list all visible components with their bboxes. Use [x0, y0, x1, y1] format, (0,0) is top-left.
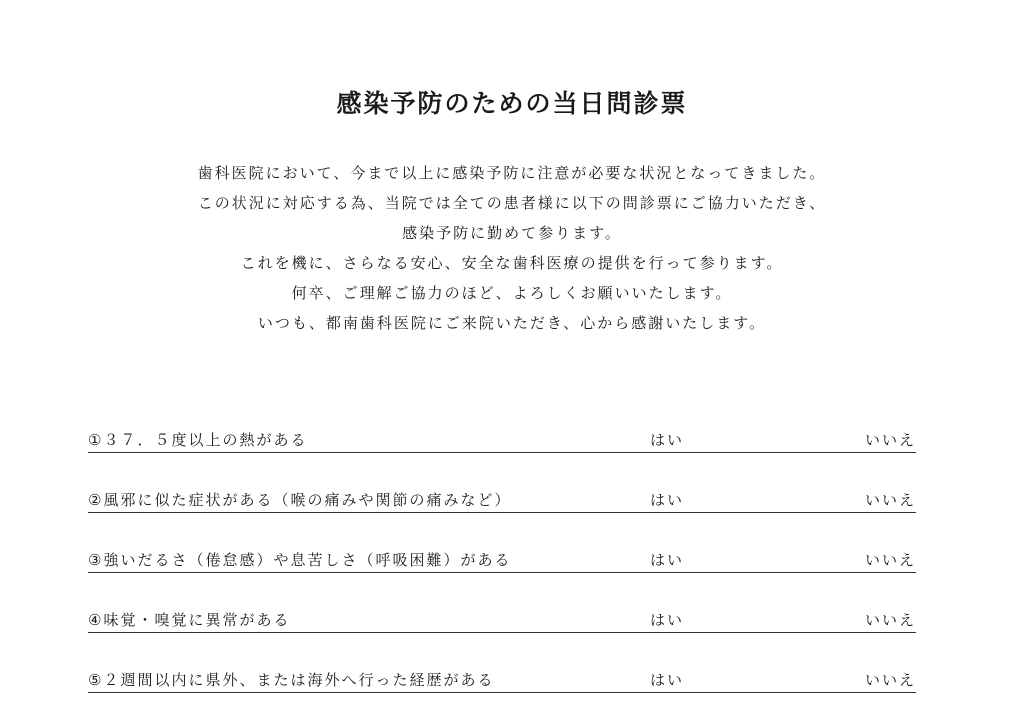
intro-line: 歯科医院において、今まで以上に感染予防に注意が必要な状況となってきました。: [197, 164, 827, 182]
question-row-4: [88, 606, 916, 633]
question-row-5: [88, 666, 916, 693]
intro-paragraph: [0, 158, 1024, 338]
no-option[interactable]: いいえ: [864, 491, 916, 509]
intro-line: 何卒、ご理解ご協力のほど、よろしくお願いいたします。: [291, 284, 733, 302]
yes-option[interactable]: はい: [650, 671, 685, 689]
yes-option[interactable]: はい: [650, 551, 685, 569]
intro-line: いつも、都南歯科医院にご来院いただき、心から感謝いたします。: [257, 314, 767, 332]
no-option[interactable]: いいえ: [864, 611, 916, 629]
question-text: ⑤２週間以内に県外、または海外へ行った経歴がある: [88, 671, 495, 689]
no-option[interactable]: いいえ: [864, 551, 916, 569]
yes-option[interactable]: はい: [650, 431, 685, 449]
intro-line: これを機に、さらなる安心、安全な歯科医療の提供を行って参ります。: [240, 254, 784, 272]
no-option[interactable]: いいえ: [864, 431, 916, 449]
question-text: ③強いだるさ（倦怠感）や息苦しさ（呼吸困難）がある: [88, 551, 512, 569]
page-title: 感染予防のための当日問診票: [336, 89, 688, 118]
yes-option[interactable]: はい: [650, 491, 685, 509]
no-option[interactable]: いいえ: [864, 671, 916, 689]
question-text: ②風邪に似た症状がある（喉の痛みや関節の痛みなど）: [88, 491, 512, 509]
question-text: ①３７．５度以上の熱がある: [88, 431, 308, 449]
yes-option[interactable]: はい: [650, 611, 685, 629]
question-row-1: [88, 426, 916, 453]
question-row-3: [88, 546, 916, 573]
intro-line: この状況に対応する為、当院では全ての患者様に以下の問診票にご協力いただき、: [197, 194, 827, 212]
intro-line: 感染予防に勤めて参ります。: [402, 224, 622, 242]
question-row-2: [88, 486, 916, 513]
question-text: ④味覚・嗅覚に異常がある: [88, 611, 291, 629]
